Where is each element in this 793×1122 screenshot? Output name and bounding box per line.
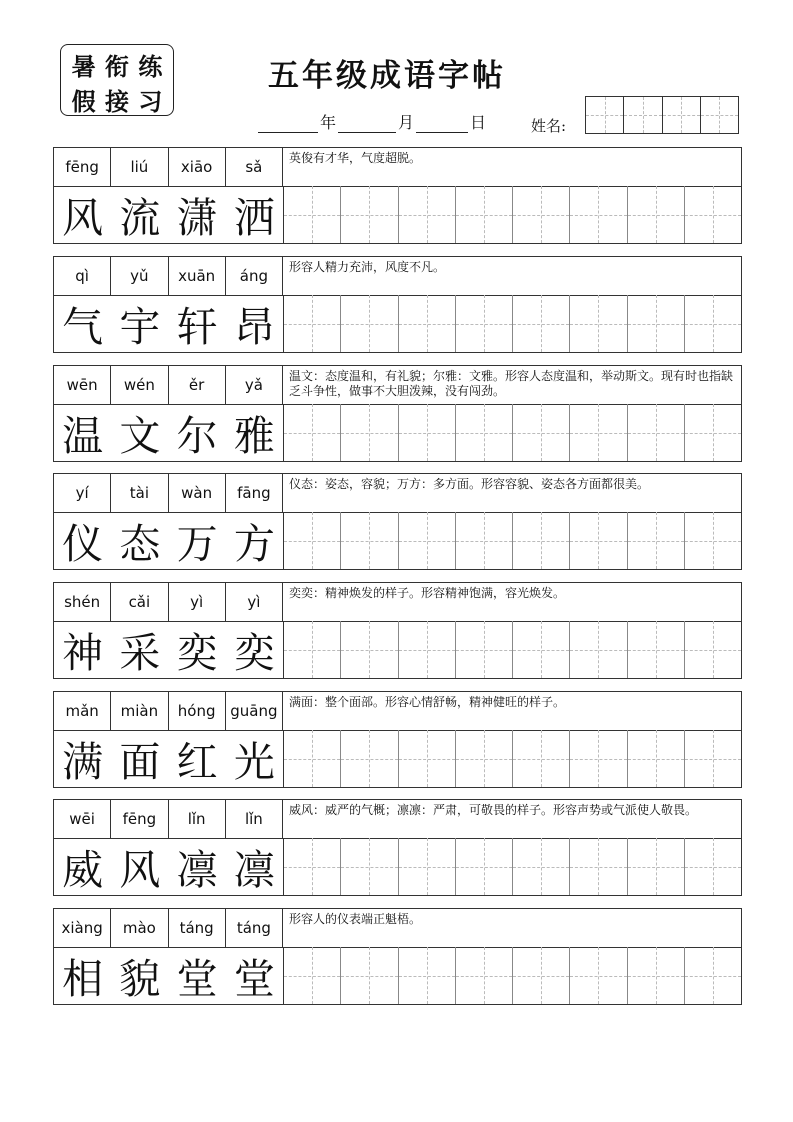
pinyin-cell: liú (111, 148, 168, 186)
idiom-char: 貌 (119, 955, 161, 1003)
practice-grid (283, 404, 741, 461)
idiom-char: 宇 (119, 303, 161, 351)
badge-char: 接 (104, 88, 129, 116)
pinyin-cell: qì (54, 257, 111, 295)
idiom-char: 凛 (176, 846, 218, 894)
practice-cell[interactable] (284, 947, 341, 1004)
practice-cell[interactable] (456, 947, 513, 1004)
practice-cell[interactable] (628, 730, 685, 787)
practice-cell[interactable] (513, 621, 570, 678)
pinyin-cell: cǎi (111, 583, 168, 621)
practice-grid (283, 730, 741, 787)
pinyin-cell: lǐn (169, 800, 226, 838)
practice-cell[interactable] (685, 404, 741, 461)
practice-cell[interactable] (341, 186, 398, 243)
idiom-char: 凛 (233, 846, 275, 894)
idiom-char: 洒 (233, 194, 275, 242)
idiom-block (53, 799, 742, 896)
practice-cell[interactable] (685, 621, 741, 678)
idiom-char: 堂 (233, 955, 275, 1003)
idiom-char: 文 (119, 412, 161, 460)
practice-cell[interactable] (399, 295, 456, 352)
pinyin-row (54, 909, 283, 947)
practice-cell[interactable] (341, 404, 398, 461)
pinyin-cell: yǔ (111, 257, 168, 295)
pinyin-cell: guāng (226, 692, 283, 730)
char-row (54, 295, 283, 352)
practice-cell[interactable] (570, 404, 627, 461)
practice-grid (283, 838, 741, 895)
practice-cell[interactable] (284, 838, 341, 895)
idiom-char: 满 (62, 738, 104, 786)
name-box[interactable] (624, 97, 662, 133)
pinyin-row (54, 474, 283, 512)
idiom-block (53, 473, 742, 570)
pinyin-cell: hóng (169, 692, 226, 730)
idiom-char: 万 (176, 520, 218, 568)
practice-cell[interactable] (341, 295, 398, 352)
pinyin-cell: tài (111, 474, 168, 512)
practice-cell[interactable] (456, 404, 513, 461)
idiom-char: 流 (119, 194, 161, 242)
idiom-block (53, 582, 742, 679)
pinyin-cell: fāng (226, 474, 283, 512)
idiom-block (53, 691, 742, 788)
idiom-char: 仪 (62, 520, 104, 568)
idiom-block (53, 908, 742, 1005)
practice-cell[interactable] (399, 730, 456, 787)
practice-cell[interactable] (284, 295, 341, 352)
idiom-char: 轩 (176, 303, 218, 351)
practice-cell[interactable] (399, 404, 456, 461)
practice-cell[interactable] (628, 947, 685, 1004)
pinyin-cell: yì (226, 583, 283, 621)
practice-cell[interactable] (513, 295, 570, 352)
date-line (258, 110, 488, 133)
practice-cell[interactable] (399, 512, 456, 569)
idiom-char: 温 (62, 412, 104, 460)
practice-cell[interactable] (456, 295, 513, 352)
idiom-char: 采 (119, 629, 161, 677)
practice-cell[interactable] (399, 838, 456, 895)
practice-cell[interactable] (399, 947, 456, 1004)
idiom-block (53, 365, 742, 462)
idiom-char: 威 (62, 846, 104, 894)
char-row (54, 512, 283, 569)
pinyin-cell: fēng (111, 800, 168, 838)
idiom-char: 雅 (233, 412, 275, 460)
pinyin-cell: wén (111, 366, 168, 404)
pinyin-row (54, 583, 283, 621)
idiom-char: 光 (233, 738, 275, 786)
practice-cell[interactable] (570, 295, 627, 352)
idiom-meaning: 形容人的仪表端正魁梧。 (289, 912, 422, 926)
idiom-meaning: 形容人精力充沛，风度不凡。 (289, 260, 446, 274)
practice-cell[interactable] (456, 621, 513, 678)
practice-cell[interactable] (685, 295, 741, 352)
badge-char: 衔 (104, 53, 129, 81)
idiom-char: 神 (62, 629, 104, 677)
char-row (54, 621, 283, 678)
idiom-meaning: 英俊有才华，气度超脱。 (289, 151, 422, 165)
practice-cell[interactable] (570, 838, 627, 895)
practice-cell[interactable] (685, 947, 741, 1004)
practice-cell[interactable] (685, 512, 741, 569)
month-blank[interactable] (338, 112, 396, 133)
practice-cell[interactable] (284, 404, 341, 461)
year-blank[interactable] (258, 112, 318, 133)
pinyin-cell: fēng (54, 148, 111, 186)
char-row (54, 730, 283, 787)
idiom-char: 奕 (176, 629, 218, 677)
idiom-char: 尔 (176, 412, 218, 460)
practice-cell[interactable] (685, 838, 741, 895)
practice-grid (283, 512, 741, 569)
badge-char: 暑 (71, 53, 96, 81)
pinyin-cell: lǐn (226, 800, 283, 838)
practice-grid (283, 186, 741, 243)
pinyin-cell: yì (169, 583, 226, 621)
idiom-char: 风 (119, 846, 161, 894)
idiom-meaning: 奕奕：精神焕发的样子。形容精神饱满，容光焕发。 (289, 586, 566, 600)
pinyin-cell: ěr (169, 366, 226, 404)
name-box[interactable] (586, 97, 624, 133)
pinyin-cell: táng (169, 909, 226, 947)
practice-cell[interactable] (456, 838, 513, 895)
practice-cell[interactable] (341, 730, 398, 787)
pinyin-cell: mào (111, 909, 168, 947)
practice-cell[interactable] (513, 947, 570, 1004)
practice-cell[interactable] (284, 621, 341, 678)
practice-cell[interactable] (513, 404, 570, 461)
practice-cell[interactable] (685, 186, 741, 243)
pinyin-row (54, 148, 283, 186)
month-label: 月 (398, 113, 415, 132)
pinyin-cell: xiāo (169, 148, 226, 186)
badge (60, 44, 174, 116)
idiom-char: 奕 (233, 629, 275, 677)
idiom-meaning: 满面：整个面部。形容心情舒畅，精神健旺的样子。 (289, 695, 566, 709)
pinyin-cell: xiàng (54, 909, 111, 947)
badge-grid (61, 45, 173, 115)
practice-grid (283, 621, 741, 678)
idiom-block (53, 147, 742, 244)
practice-cell[interactable] (456, 730, 513, 787)
practice-cell[interactable] (513, 838, 570, 895)
pinyin-row (54, 366, 283, 404)
pinyin-cell: táng (226, 909, 283, 947)
pinyin-cell: wàn (169, 474, 226, 512)
practice-cell[interactable] (570, 730, 627, 787)
pinyin-cell: wēn (54, 366, 111, 404)
practice-cell[interactable] (341, 947, 398, 1004)
idiom-char: 红 (176, 738, 218, 786)
pinyin-cell: miàn (111, 692, 168, 730)
pinyin-cell: yí (54, 474, 111, 512)
practice-cell[interactable] (456, 512, 513, 569)
char-row (54, 947, 283, 1004)
name-box[interactable] (663, 97, 701, 133)
char-row (54, 186, 283, 243)
practice-cell[interactable] (399, 186, 456, 243)
year-label: 年 (320, 113, 337, 132)
idiom-char: 方 (233, 520, 275, 568)
practice-cell[interactable] (628, 295, 685, 352)
pinyin-row (54, 692, 283, 730)
practice-cell[interactable] (284, 186, 341, 243)
idiom-char: 相 (62, 955, 104, 1003)
practice-cell[interactable] (685, 730, 741, 787)
pinyin-cell: shén (54, 583, 111, 621)
practice-cell[interactable] (341, 838, 398, 895)
practice-cell[interactable] (628, 512, 685, 569)
day-blank[interactable] (416, 112, 468, 133)
idiom-char: 堂 (176, 955, 218, 1003)
pinyin-row (54, 800, 283, 838)
idiom-char: 风 (62, 194, 104, 242)
idiom-meaning: 温文：态度温和，有礼貌；尔雅：文雅。形容人态度温和，举动斯文。现有时也指缺乏斗争性，做事不大胆泼辣，没有闯劲。 (289, 369, 734, 398)
name-boxes[interactable] (585, 96, 739, 134)
practice-cell[interactable] (399, 621, 456, 678)
badge-char: 假 (71, 88, 96, 116)
practice-cell[interactable] (456, 186, 513, 243)
practice-grid (283, 295, 741, 352)
practice-cell[interactable] (628, 404, 685, 461)
idiom-meaning: 仪态：姿态，容貌；万方：多方面。形容容貌、姿态各方面都很美。 (289, 477, 650, 491)
idiom-char: 态 (119, 520, 161, 568)
pinyin-cell: sǎ (226, 148, 283, 186)
name-label: 姓名: (531, 117, 567, 135)
practice-cell[interactable] (341, 512, 398, 569)
practice-cell[interactable] (628, 838, 685, 895)
practice-cell[interactable] (628, 621, 685, 678)
idiom-meaning: 威风：威严的气概；凛凛：严肃，可敬畏的样子。形容声势或气派使人敬畏。 (289, 803, 698, 817)
practice-cell[interactable] (513, 730, 570, 787)
char-row (54, 838, 283, 895)
name-box[interactable] (701, 97, 738, 133)
practice-cell[interactable] (284, 730, 341, 787)
pinyin-cell: wēi (54, 800, 111, 838)
practice-cell[interactable] (570, 621, 627, 678)
practice-cell[interactable] (570, 186, 627, 243)
pinyin-cell: xuān (169, 257, 226, 295)
pinyin-cell: mǎn (54, 692, 111, 730)
badge-char: 习 (138, 88, 163, 116)
practice-cell[interactable] (284, 512, 341, 569)
practice-cell[interactable] (570, 512, 627, 569)
pinyin-cell: yǎ (226, 366, 283, 404)
idiom-char: 面 (119, 738, 161, 786)
page-title: 五年级成语字帖 (268, 58, 506, 94)
badge-char: 练 (138, 53, 163, 81)
practice-cell[interactable] (570, 947, 627, 1004)
idiom-char: 气 (62, 303, 104, 351)
pinyin-cell: áng (226, 257, 283, 295)
practice-grid (283, 947, 741, 1004)
idiom-char: 昂 (233, 303, 275, 351)
idiom-block (53, 256, 742, 353)
day-label: 日 (470, 113, 487, 132)
pinyin-row (54, 257, 283, 295)
practice-cell[interactable] (628, 186, 685, 243)
practice-cell[interactable] (513, 512, 570, 569)
practice-cell[interactable] (513, 186, 570, 243)
idiom-char: 潇 (176, 194, 218, 242)
char-row (54, 404, 283, 461)
practice-cell[interactable] (341, 621, 398, 678)
